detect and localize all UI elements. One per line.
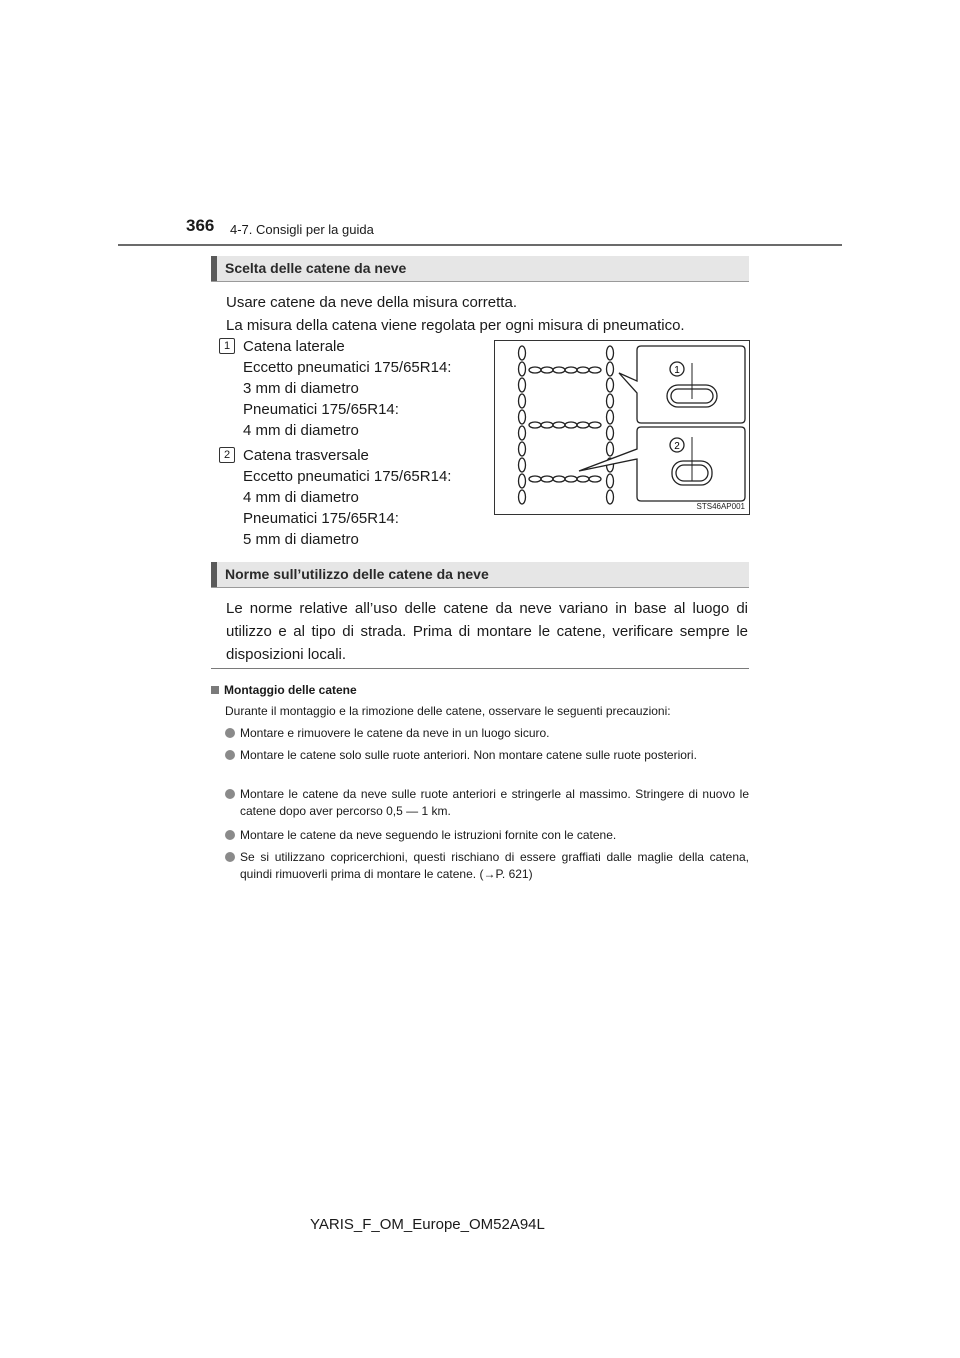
rules-paragraph: Le norme relative all’uso delle catene da neve variano in base al luogo di utilizzo e al tipo di strada. Prima di montare le catene, verificare sempre le disposizioni locali. bbox=[226, 600, 748, 663]
item-badge-1: 1 bbox=[219, 338, 235, 354]
bullet-icon bbox=[225, 750, 235, 760]
bullet-icon bbox=[225, 852, 235, 862]
intro-text bbox=[226, 292, 685, 336]
bullet-icon bbox=[225, 728, 235, 738]
intro-line-1: Usare catene da neve della misura corretta. bbox=[226, 294, 517, 311]
note-intro: Durante il montaggio e la rimozione delle catene, osservare le seguenti precauzioni: bbox=[225, 704, 671, 718]
item-line: Catena laterale bbox=[243, 338, 345, 355]
heading-bar bbox=[211, 256, 217, 281]
list-item bbox=[225, 786, 749, 820]
item-line: Catena trasversale bbox=[243, 447, 369, 464]
note-title-text: Montaggio delle catene bbox=[224, 683, 357, 697]
callout-box-2 bbox=[579, 427, 745, 501]
cross-chain-top bbox=[529, 367, 601, 373]
item-line: 4 mm di diametro bbox=[243, 489, 359, 506]
item-side-chain bbox=[243, 336, 451, 441]
callout-label-1: 1 bbox=[674, 365, 680, 376]
list-item bbox=[225, 725, 749, 742]
section-heading-snow-chain-rules bbox=[211, 562, 749, 588]
header-rule bbox=[118, 244, 842, 246]
page-number: 366 bbox=[186, 216, 215, 235]
list-item bbox=[225, 827, 749, 844]
item-cross-chain bbox=[243, 445, 451, 550]
note-title bbox=[211, 683, 357, 697]
section-heading-label: Scelta delle catene da neve bbox=[225, 260, 407, 276]
list-item bbox=[225, 747, 749, 764]
square-bullet-icon bbox=[211, 686, 219, 694]
item-line: Eccetto pneumatici 175/65R14: bbox=[243, 468, 452, 485]
right-side-chain bbox=[607, 346, 614, 504]
document-code-footer: YARIS_F_OM_Europe_OM52A94L bbox=[310, 1216, 545, 1233]
bullet-text: Montare le catene da neve seguendo le istruzioni fornite con le catene. bbox=[240, 828, 617, 842]
callout-label-2: 2 bbox=[674, 441, 680, 452]
section-path: 4-7. Consigli per la guida bbox=[230, 222, 374, 237]
heading-bar bbox=[211, 562, 217, 587]
item-line: 3 mm di diametro bbox=[243, 380, 359, 397]
snow-chain-illustration bbox=[494, 340, 750, 515]
bullet-text: Montare le catene da neve sulle ruote anteriori e stringerle al massimo. Stringere di nuovo le catene dopo aver percorso 0,5 — 1 km. bbox=[240, 787, 749, 818]
divider-rule bbox=[211, 668, 749, 669]
cross-chain-bottom bbox=[529, 476, 601, 482]
section-heading-label: Norme sull’utilizzo delle catene da neve bbox=[225, 566, 489, 582]
item-line: 4 mm di diametro bbox=[243, 422, 359, 439]
list-item bbox=[225, 849, 749, 883]
left-side-chain bbox=[519, 346, 526, 504]
chain-drawing bbox=[495, 341, 749, 514]
bullet-text: Montare le catene solo sulle ruote anteriori. Non montare catene sulle ruote posteriori. bbox=[240, 748, 697, 762]
bullet-text: Se si utilizzano copricerchioni, questi rischiano di essere graffiati dalle maglie della catena, quindi rimuoverli prima di montare le catene. (→P. 621) bbox=[240, 850, 749, 881]
bullet-icon bbox=[225, 789, 235, 799]
callout-box-1 bbox=[619, 346, 745, 423]
item-line: Eccetto pneumatici 175/65R14: bbox=[243, 359, 452, 376]
bullet-text: Montare e rimuovere le catene da neve in un luogo sicuro. bbox=[240, 726, 550, 740]
bullet-icon bbox=[225, 830, 235, 840]
figure-code: STS46AP001 bbox=[696, 502, 745, 511]
item-line: Pneumatici 175/65R14: bbox=[243, 401, 399, 418]
item-line: Pneumatici 175/65R14: bbox=[243, 510, 399, 527]
section-heading-snow-chain-choice bbox=[211, 256, 749, 282]
cross-chain-middle bbox=[529, 422, 601, 428]
intro-line-2: La misura della catena viene regolata per ogni misura di pneumatico. bbox=[226, 317, 685, 334]
item-badge-2: 2 bbox=[219, 447, 235, 463]
item-line: 5 mm di diametro bbox=[243, 531, 359, 548]
